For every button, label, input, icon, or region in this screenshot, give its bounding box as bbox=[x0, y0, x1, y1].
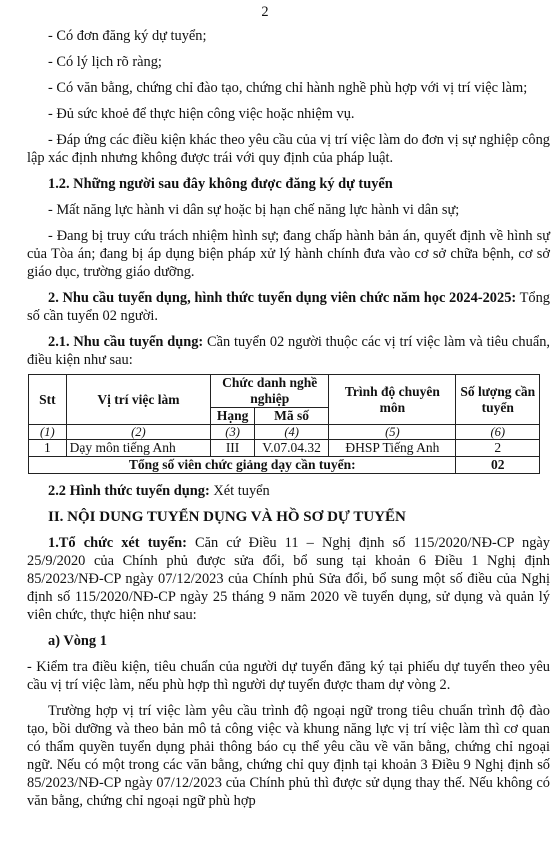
header-title: Chức danh nghề nghiệp bbox=[211, 375, 329, 408]
index-cell: (2) bbox=[66, 425, 211, 440]
section-2-1-paragraph bbox=[27, 333, 550, 369]
section-ii-1-text: Căn cứ Điều 11 – Nghị định số 115/2020/NĐ-CP ngày 25/9/2020 của Chính phủ được sửa đổi, bổ sung tại khoản 6 Điều 1 Nghị định 85/2023/NĐ-CP ngày 07/12/2023 của Chính phủ Sửa đổi, bổ sung một số điều của Nghị định số 115/2020/NĐ-CP ngày 25 tháng 9 năm 2020 về tuyển dụng, sử dụng và quản lý viên chức, thực hiện như sau: bbox=[27, 535, 550, 623]
section-2-1-text: Cần tuyển 02 người thuộc các vị trí việc làm và tiêu chuẩn, điều kiện như sau: bbox=[27, 334, 550, 368]
table-header-row bbox=[29, 375, 540, 408]
round-1-paragraph: - Kiểm tra điều kiện, tiêu chuẩn của người dự tuyển đăng ký tại phiếu dự tuyển theo yêu cầu vị trí việc làm, nếu phù hợp thì người dự tuyển được tham dự vòng 2. bbox=[27, 659, 550, 693]
section-2-paragraph bbox=[27, 289, 550, 325]
section-heading-ii: II. NỘI DUNG TUYỂN DỤNG VÀ HỒ SƠ DỰ TUYỂN bbox=[48, 509, 406, 525]
cell-code: V.07.04.32 bbox=[254, 440, 328, 457]
section-heading-2-1: 2.1. Nhu cầu tuyển dụng: bbox=[48, 334, 204, 350]
list-item: - Có đơn đăng ký dự tuyển; bbox=[48, 28, 207, 44]
section-heading-2-2: 2.2 Hình thức tuyển dụng: bbox=[48, 483, 210, 499]
section-heading-ii-1: 1.Tổ chức xét tuyển: bbox=[48, 535, 187, 551]
section-heading-2: 2. Nhu cầu tuyển dụng, hình thức tuyển dụng viên chức năm học 2024-2025: bbox=[48, 290, 517, 306]
total-value: 02 bbox=[456, 457, 540, 474]
cell-rank: III bbox=[211, 440, 255, 457]
index-cell: (5) bbox=[329, 425, 456, 440]
round-1-heading: a) Vòng 1 bbox=[48, 633, 107, 649]
section-2-2-text: Xét tuyển bbox=[209, 483, 270, 499]
section-ii-1-paragraph bbox=[27, 534, 550, 624]
header-code: Mã số bbox=[254, 408, 328, 425]
index-cell: (1) bbox=[29, 425, 67, 440]
table-total-row bbox=[29, 457, 540, 474]
table-row bbox=[29, 440, 540, 457]
section-2-2-paragraph bbox=[27, 482, 550, 500]
list-item: - Đang bị truy cứu trách nhiệm hình sự; đang chấp hành bản án, quyết định về hình sự của Tòa án; đang bị áp dụng biện pháp xử lý hành chính đưa vào cơ sở chữa bệnh, cơ sở giáo dục, trường giáo dưỡng. bbox=[27, 228, 550, 280]
table-index-row bbox=[29, 425, 540, 440]
header-position: Vị trí việc làm bbox=[66, 375, 211, 425]
document-body bbox=[27, 27, 550, 810]
header-level: Trình độ chuyên môn bbox=[329, 375, 456, 425]
section-heading-1-2: 1.2. Những người sau đây không được đăng ký dự tuyển bbox=[48, 176, 393, 192]
index-cell: (3) bbox=[211, 425, 255, 440]
list-item: - Mất năng lực hành vi dân sự hoặc bị hạn chế năng lực hành vi dân sự; bbox=[48, 202, 460, 218]
cell-level: ĐHSP Tiếng Anh bbox=[329, 440, 456, 457]
header-count: Số lượng cần tuyển bbox=[456, 375, 540, 425]
total-label: Tổng số viên chức giảng dạy cần tuyển: bbox=[29, 457, 456, 474]
recruitment-table bbox=[28, 374, 540, 474]
round-1-paragraph-2: Trường hợp vị trí việc làm yêu cầu trình độ ngoại ngữ trong tiêu chuẩn trình độ đào tạo, bồi dưỡng và theo bản mô tả công việc và khung năng lực vị trí việc làm thì cơ quan có thẩm quyền tuyển dụng phải thông báo cụ thể yêu cầu về văn bằng, chứng chỉ ngoại ngữ. Nếu có một trong các văn bằng, chứng chỉ quy định tại khoản 3 Điều 9 Nghị định số 85/2023/NĐ-CP ngày 07/12/2023 của Chính phủ thì được sử dụng thay thế. Nếu không có văn bằng, chứng chỉ ngoại ngữ phù hợp bbox=[27, 703, 550, 809]
list-item: - Có lý lịch rõ ràng; bbox=[48, 54, 162, 70]
section-2-text: Tổng số cần tuyển 02 người. bbox=[27, 290, 550, 324]
index-cell: (6) bbox=[456, 425, 540, 440]
list-item: - Đáp ứng các điều kiện khác theo yêu cầu của vị trí việc làm do đơn vị sự nghiệp công lập xác định nhưng không được trái với quy định của pháp luật. bbox=[27, 132, 550, 166]
header-rank: Hạng bbox=[211, 408, 255, 425]
index-cell: (4) bbox=[254, 425, 328, 440]
cell-stt: 1 bbox=[29, 440, 67, 457]
list-item: - Có văn bằng, chứng chỉ đào tạo, chứng chỉ hành nghề phù hợp với vị trí việc làm; bbox=[48, 80, 528, 96]
cell-count: 2 bbox=[456, 440, 540, 457]
header-stt: Stt bbox=[29, 375, 67, 425]
page-number: 2 bbox=[261, 4, 269, 20]
cell-position: Dạy môn tiếng Anh bbox=[66, 440, 211, 457]
list-item: - Đủ sức khoẻ để thực hiện công việc hoặc nhiệm vụ. bbox=[48, 106, 355, 122]
